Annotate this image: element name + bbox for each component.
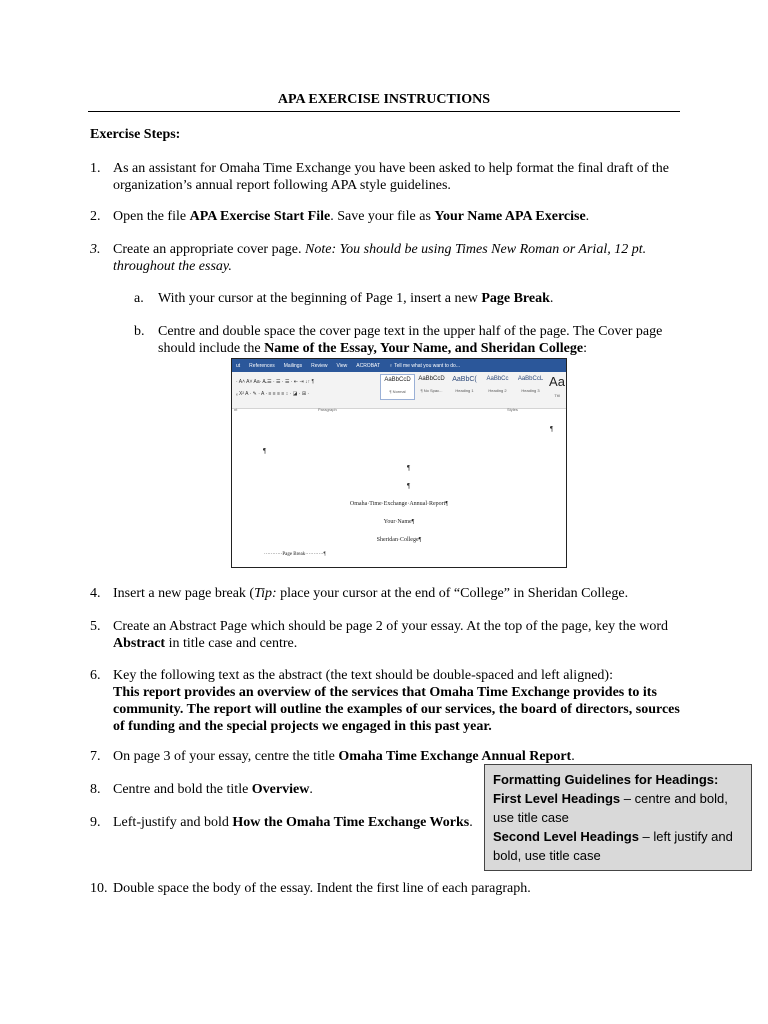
ribbon-tab: ut: [236, 362, 241, 369]
step-number: 8.: [90, 782, 101, 797]
word-screenshot: [231, 358, 567, 568]
ribbon-tab: ACROBAT: [356, 362, 381, 369]
step-2: [90, 208, 690, 225]
heading-guidelines-box: [484, 764, 752, 871]
step-text: As an assistant for Omaha Time Exchange you have been asked to help format the final draft of the organization’s annual report following APA style guidelines.: [113, 161, 669, 193]
guideline-second-level: Second Level Headings – left justify and bold, use title case: [493, 829, 733, 863]
step-letter: a.: [134, 291, 144, 306]
ribbon-tab: View: [336, 362, 348, 369]
paragraph-mark: ¶: [407, 482, 411, 490]
step-text: Insert a new page break (Tip: place your cursor at the end of “College” in Sheridan College.: [113, 586, 629, 601]
step-number: 5.: [90, 619, 101, 634]
abstract-text: This report provides an overview of the services that Omaha Time Exchange provides to its community. The report will outline the examples of our services, the board of directors, sources of funding and the special projects we engaged in this past year.: [113, 685, 680, 734]
page-break-marker: ···········Page Break···········¶: [264, 552, 326, 557]
step-6: [90, 667, 690, 735]
tools-row-2: ₓ X² A · ✎ · A · ≡ ≡ ≡ ≡ ↕ · ◪ · ⊞ ·: [236, 391, 310, 397]
step-7: [90, 748, 690, 765]
step-text: Open the file APA Exercise Start File. Save your file as Your Name APA Exercise.: [113, 209, 590, 224]
tools-row-1: · A˄ A˅ Aa· A̶ ☰ · ☰ · ☰ · ⇤ ⇥ ↓↑ ¶: [236, 379, 315, 385]
font-paragraph-tools: [236, 376, 376, 400]
style-heading-2: AaBbCc Heading 2: [486, 376, 509, 393]
step-text: Create an Abstract Page which should be page 2 of your essay. At the top of the page, key the word Abstract in title case and centre.: [113, 619, 669, 651]
step-number: 9.: [90, 815, 101, 830]
step-number: 1.: [90, 161, 101, 176]
step-text: Create an appropriate cover page. Note: You should be using Times New Roman or Arial, 12 pt. throughout the essay.: [113, 242, 647, 274]
paragraph-mark: ¶: [263, 447, 267, 455]
step-number: 10.: [90, 881, 108, 896]
step-3a: [134, 290, 674, 307]
step-number: 7.: [90, 749, 101, 764]
guideline-first-level: First Level Headings – centre and bold, use title case: [493, 791, 728, 825]
step-1: [90, 160, 690, 194]
ribbon-tell-me: ♀ Tell me what you want to do...: [389, 362, 460, 369]
cover-title: Omaha·Time·Exchange·Annual·Report¶: [349, 501, 449, 507]
step-text: Centre and bold the title Overview.: [113, 782, 313, 797]
document-area: [232, 409, 566, 567]
ribbon-tabs: [232, 359, 566, 372]
style-no-spacing: AaBbCcD ¶ No Spac...: [418, 376, 445, 393]
ribbon-tab: References: [249, 362, 275, 369]
steps-heading: Exercise Steps:: [90, 127, 181, 142]
step-letter: b.: [134, 324, 145, 339]
step-10: [90, 880, 690, 897]
step-text: Centre and double space the cover page text in the upper half of the page. The Cover page should include the Name of the Essay, Your Name, and Sheridan College:: [158, 324, 663, 356]
step-text: Key the following text as the abstract (the text should be double-spaced and left aligned): This report provides an overview of the services that Omaha Time Exchange provides to its community. The report will outline the examples of our services, the board of directors, sources of funding and the special projects we engaged in this past year.: [113, 668, 680, 734]
style-heading-3: AaBbCcL Heading 3: [517, 376, 544, 393]
ribbon-tab: Mailings: [283, 362, 303, 369]
style-heading-1: AaBbC( Heading 1: [452, 376, 477, 393]
step-text: On page 3 of your essay, centre the title Omaha Time Exchange Annual Report.: [113, 749, 575, 764]
cover-college: Sheridan·College¶: [376, 537, 422, 543]
style-title: Aa Titl: [549, 374, 565, 398]
step-9: [90, 814, 480, 831]
page-title: APA EXERCISE INSTRUCTIONS: [277, 92, 491, 107]
step-number: 3.: [90, 242, 101, 257]
guidelines-heading: Formatting Guidelines for Headings:: [493, 772, 719, 787]
step-8: [90, 781, 470, 798]
title-rule: [88, 111, 680, 112]
step-5: [90, 618, 690, 652]
styles-gallery: [380, 374, 567, 400]
step-text: With your cursor at the beginning of Page 1, insert a new Page Break.: [158, 291, 554, 306]
style-normal: AaBbCcD ¶ Normal: [380, 374, 415, 400]
step-3: [90, 241, 690, 275]
ribbon-tab: Review: [311, 362, 328, 369]
step-number: 4.: [90, 586, 101, 601]
step-text: Left-justify and bold How the Omaha Time Exchange Works.: [113, 815, 473, 830]
paragraph-mark: ¶: [407, 464, 411, 472]
step-number: 2.: [90, 209, 101, 224]
paragraph-mark: ¶: [550, 425, 554, 433]
cover-name: Your·Name¶: [383, 519, 415, 525]
step-number: 6.: [90, 668, 101, 683]
step-text: Double space the body of the essay. Indent the first line of each paragraph.: [113, 881, 531, 896]
step-3b: [134, 323, 674, 357]
ribbon: · A˄ A˅ Aa· A̶ ☰ · ☰ · ☰ · ⇤ ⇥ ↓↑ ¶ ₓ X² A · ✎ · A · ≡ ≡ ≡ ≡ ↕ · ◪ · ⊞ · AaBbCcD ¶ Normal AaBbCcD ¶ No Spac... AaBbC( Heading 1 AaBbCc Heading 2 AaBbCcL Heading 3 Aa Titl nt Paragraph Styles: [232, 372, 566, 409]
step-4: [90, 585, 690, 602]
